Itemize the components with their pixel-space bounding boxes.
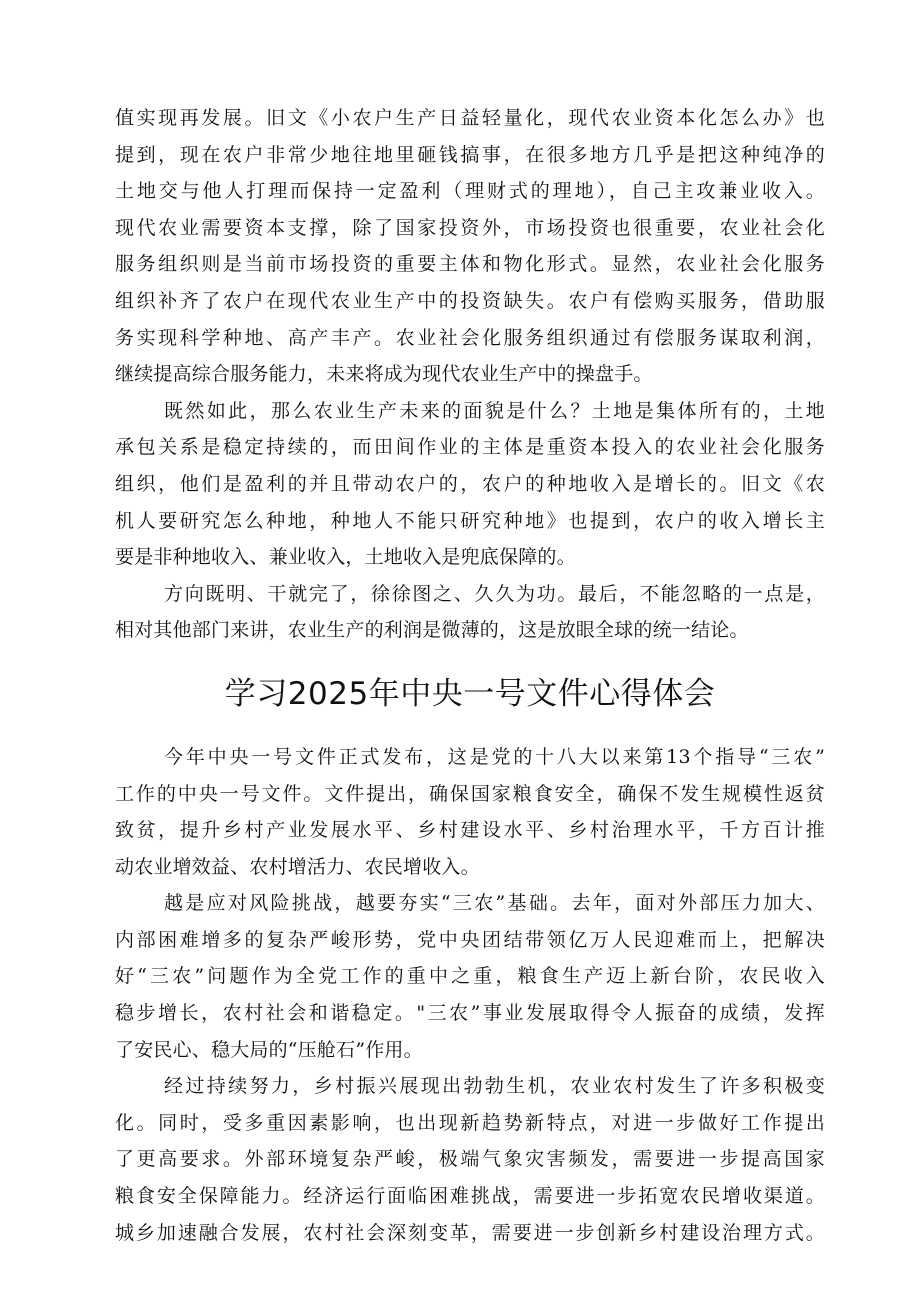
text-line: 组织，他们是盈利的并且带动农户的，农户的种地收入是增长的。旧文《农 — [115, 472, 825, 495]
text-line: 提到，现在农户非常少地往地里砸钱搞事，在很多地方几乎是把这种纯净的 — [115, 143, 825, 166]
section-title: 学习2025年中央一号文件心得体会 — [224, 675, 716, 712]
text-line: 要是非种地收入、兼业收入，土地收入是兜底保障的。 — [115, 546, 576, 569]
text-line: 继续提高综合服务能力，未来将成为现代农业生产中的操盘手。 — [115, 363, 653, 386]
text-line: 今年中央一号文件正式发布，这是党的十八大以来第13个指导“三农” — [164, 745, 825, 768]
paragraph — [115, 1068, 825, 1251]
text-line: 相对其他部门来讲，农业生产的利润是微薄的，这是放眼全球的统一结论。 — [115, 619, 749, 642]
text-line: 越是应对风险挑战，越要夯实“三农”基础。去年，面对外部压力加大、 — [164, 892, 825, 915]
text-line: 内部困难增多的复杂严峻形势，党中央团结带领亿万人民迎难而上，把解决 — [115, 928, 825, 951]
document-body — [115, 100, 825, 1251]
text-line: 致贫，提升乡村产业发展水平、乡村建设水平、乡村治理水平，千方百计推 — [115, 819, 825, 842]
text-line: 组织补齐了农户在现代农业生产中的投资缺失。农户有偿购买服务，借助服 — [115, 289, 825, 312]
text-line: 值实现再发展。旧文《小农户生产日益轻量化，现代农业资本化怎么办》也 — [115, 107, 825, 129]
text-line: 稳步增长，农村社会和谐稳定。"三农”事业发展取得令人振奋的成绩，发挥 — [115, 1002, 825, 1025]
text-line: 了更高要求。外部环境复杂严峻，极端气象灾害频发，需要进一步提高国家 — [115, 1148, 825, 1171]
text-line: 了安民心、稳大局的“压舱石”作用。 — [115, 1038, 423, 1061]
text-line: 承包关系是稳定持续的，而田间作业的主体是重资本投入的农业社会化服务 — [115, 436, 825, 459]
paragraph — [115, 393, 825, 576]
text-line: 工作的中央一号文件。文件提出，确保国家粮食安全，确保不发生规模性返贫 — [115, 782, 825, 805]
text-line: 土地交与他人打理而保持一定盈利（理财式的理地），自己主攻兼业收入。 — [115, 180, 825, 203]
text-line: 既然如此，那么农业生产未来的面貌是什么？土地是集体所有的，土地 — [164, 399, 825, 422]
text-line: 方向既明、干就完了，徐徐图之、久久为功。最后，不能忽略的一点是， — [164, 582, 825, 605]
paragraph — [115, 100, 825, 393]
text-line: 服务组织则是当前市场投资的重要主体和物化形式。显然，农业社会化服务 — [115, 253, 825, 276]
text-line: 化。同时，受多重因素影响，也出现新趋势新特点，对进一步做好工作提出 — [115, 1111, 825, 1134]
text-line: 动农业增效益、农村增活力、农民增收入。 — [115, 855, 480, 878]
paragraph — [115, 885, 825, 1068]
text-line: 现代农业需要资本支撑，除了国家投资外，市场投资也很重要，农业社会化 — [115, 216, 825, 239]
text-line: 城乡加速融合发展，农村社会深刻变革，需要进一步创新乡村建设治理方式。 — [115, 1221, 825, 1244]
text-line: 经过持续努力，乡村振兴展现出勃勃生机，农业农村发生了许多积极变 — [164, 1075, 825, 1098]
paragraph — [115, 739, 825, 885]
text-line: 好“三农”问题作为全党工作的重中之重，粮食生产迈上新台阶，农民收入 — [115, 965, 825, 988]
text-line: 粮食安全保障能力。经济运行面临困难挑战，需要进一步拓宽农民增收渠道。 — [115, 1185, 825, 1208]
paragraph — [115, 576, 825, 649]
text-line: 务实现科学种地、高产丰产。农业社会化服务组织通过有偿服务谋取利润， — [115, 326, 825, 349]
text-line: 机人要研究怎么种地，种地人不能只研究种地》也提到，农户的收入增长主 — [115, 509, 825, 532]
